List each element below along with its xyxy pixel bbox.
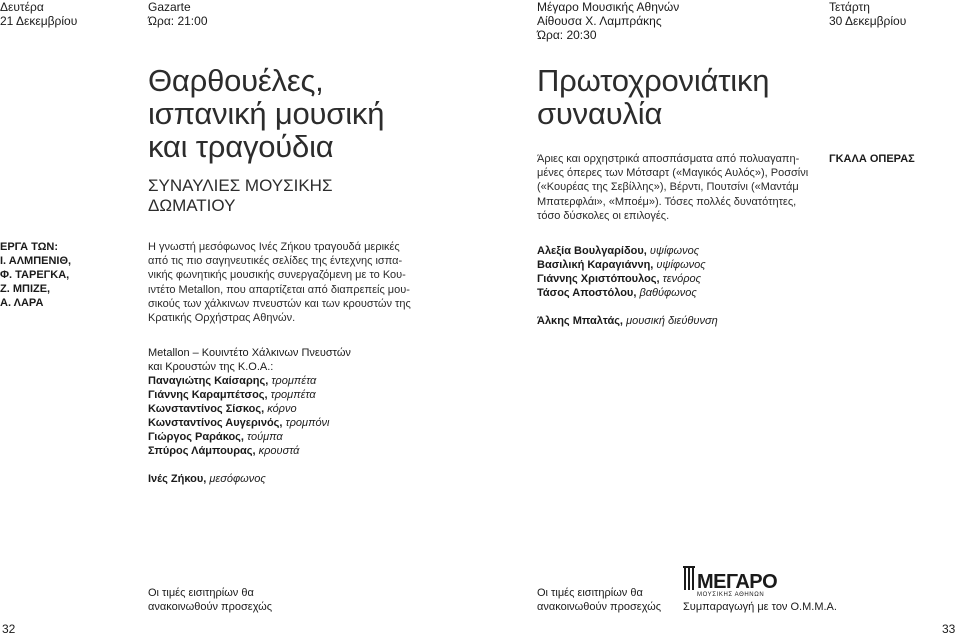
performer-role: τρομπέτα [271,375,317,387]
left-title-line: ισπανική μουσική [148,96,385,131]
soloist-role: μεσόφωνος [209,473,266,485]
conductor-role: μουσική διεύθυνση [626,315,718,327]
left-description-line: σικούς των χάλκινων πνευστών και των κρουστών της [148,297,411,310]
right-date-header [829,0,906,28]
left-event-title [148,64,448,163]
left-subtitle-line: ΣΥΝΑΥΛΙΕΣ ΜΟΥΣΙΚΗΣ [148,176,333,195]
performer-name: Κωνσταντίνος Σίσκος, [148,403,265,415]
left-description [148,240,438,325]
ensemble-line: και Κρουστών της Κ.Ο.Α.: [148,361,274,373]
left-date: 21 Δεκεμβρίου [0,14,78,28]
works-line: ΕΡΓΑ ΤΩΝ: [0,241,59,253]
left-title-line: και τραγούδια [148,129,334,164]
performer-row [148,416,448,430]
left-description-line: νικής φωνητικής μουσικής συνεργαζόμενη με το Κου- [148,269,406,282]
performer-row [537,272,837,286]
conductor-name: Άλκης Μπαλτάς, [537,315,623,327]
logo-columns-icon [683,566,695,590]
left-venue-header [148,0,208,28]
performer-row [537,258,837,272]
left-day: Δευτέρα [0,0,44,14]
soloist-row [148,472,448,486]
production-credit: Συμπαραγωγή με τον Ο.Μ.Μ.Α. [683,601,837,613]
conductor-row [537,314,837,328]
megaro-logo [683,566,823,598]
right-title-line: συναυλία [537,96,663,131]
performer-name: Γιώργος Ραράκος, [148,431,244,443]
right-venue-time: Ώρα: 20:30 [537,28,597,42]
right-page-number: 33 [942,622,956,636]
performer-name: Αλεξία Βουλγαρίδου, [537,245,647,257]
performer-row [148,388,448,402]
performer-role: τρομπέτα [270,389,316,401]
performer-row [537,286,837,300]
left-event-subtitle [148,176,332,216]
performer-name: Τάσος Αποστόλου, [537,287,637,299]
performer-row [148,402,448,416]
right-event-title [537,64,857,130]
right-description-line: Μπατερφλάι», «Μποέμ»). Τόσες πολλές δυνατότητες, [537,195,797,208]
ticket-line: Οι τιμές εισιτηρίων θα [537,587,643,599]
right-venue-header [537,0,679,42]
works-line: Φ. ΤΑΡΕΓΚΑ, [0,269,70,281]
megaro-logo-graphic [683,566,823,598]
left-ensemble-credits [148,346,448,486]
performer-row [148,444,448,458]
left-ticket-notice [148,586,272,614]
performer-role: βαθύφωνος [639,287,697,299]
ticket-line: ανακοινωθούν προσεχώς [148,601,273,613]
right-venue-hall: Αίθουσα Χ. Λαμπράκης [537,14,662,28]
works-line: Ι. ΑΛΜΠΕΝΙΘ, [0,255,72,267]
soloist-name: Ινές Ζήκου, [148,473,207,485]
right-description-line: («Κουρέας της Σεβίλλης»), Βέρντι, Πουτσίνι («Μαντάμ [537,181,799,194]
left-description-line: από τις πιο σαγηνευτικές σελίδες της έντεχνης ισπα- [148,255,403,268]
right-day: Τετάρτη [829,0,870,14]
logo-tagline: ΜΟΥΣΙΚΗΣ ΑΘΗΝΩΝ [697,592,765,598]
works-line: Ζ. ΜΠΙΖΕ, [0,283,51,295]
left-venue-name: Gazarte [148,0,191,14]
left-works-list [0,240,71,310]
right-description-line: τόσο δύσκολες οι επιλογές. [537,209,670,222]
performer-row [537,244,837,258]
left-description-line: ιντέτο Metallon, που απαρτίζεται από διαπρεπείς μου- [148,283,410,296]
logo-wordmark: ΜΕΓΑΡΟ [697,571,778,593]
right-date: 30 Δεκεμβρίου [829,14,907,28]
performer-name: Βασιλική Καραγιάννη, [537,259,654,271]
left-title-line: Θαρθουέλες, [148,63,324,98]
performer-role: κόρνο [267,403,297,415]
performer-row [148,374,448,388]
performer-name: Παναγιώτης Καίσαρης, [148,375,269,387]
performer-row [148,430,448,444]
left-date-header [0,0,77,28]
right-description-line: Άριες και ορχηστρικά αποσπάσματα από πολυαγαπη- [537,153,800,165]
performer-role: υψίφωνος [649,245,700,257]
performer-role: κρουστά [258,445,300,457]
left-venue-time: Ώρα: 21:00 [148,14,208,28]
performer-role: υψίφωνος [656,259,706,271]
right-venue-name: Μέγαρο Μουσικής Αθηνών [537,0,680,14]
left-page-number: 32 [2,622,16,636]
works-line: Α. ΛΑΡΑ [0,297,44,309]
right-ticket-notice [537,586,661,614]
performer-name: Σπύρος Λάμπουρας, [148,445,256,457]
performer-name: Κωνσταντίνος Αυγερινός, [148,417,283,429]
left-description-line: Η γνωστή μεσόφωνος Ινές Ζήκου τραγουδά μερικές [148,241,400,253]
performer-role: τρομπόνι [285,417,330,429]
performer-name: Γιάννης Χριστόπουλος, [537,273,660,285]
ensemble-line: Metallon – Κουιντέτο Χάλκινων Πνευστών [148,347,351,359]
ticket-line: Οι τιμές εισιτηρίων θα [148,587,254,599]
left-description-line: Κρατικής Ορχήστρας Αθηνών. [148,312,296,325]
right-performer-credits [537,244,837,328]
ticket-line: ανακοινωθούν προσεχώς [537,601,662,613]
performer-role: τενόρος [662,273,701,285]
performer-role: τούμπα [247,431,283,443]
left-subtitle-line: ΔΩΜΑΤΙΟΥ [148,196,236,215]
right-description-line: μένες όπερες των Μότσαρτ («Μαγικός Αυλός»), Ροσσίνι [537,167,809,180]
performer-name: Γιάννης Καραμπέτσος, [148,389,268,401]
right-description [537,152,827,223]
right-side-label: ΓΚΑΛΑ ΟΠΕΡΑΣ [829,153,915,165]
right-title-line: Πρωτοχρονιάτικη [537,63,770,98]
